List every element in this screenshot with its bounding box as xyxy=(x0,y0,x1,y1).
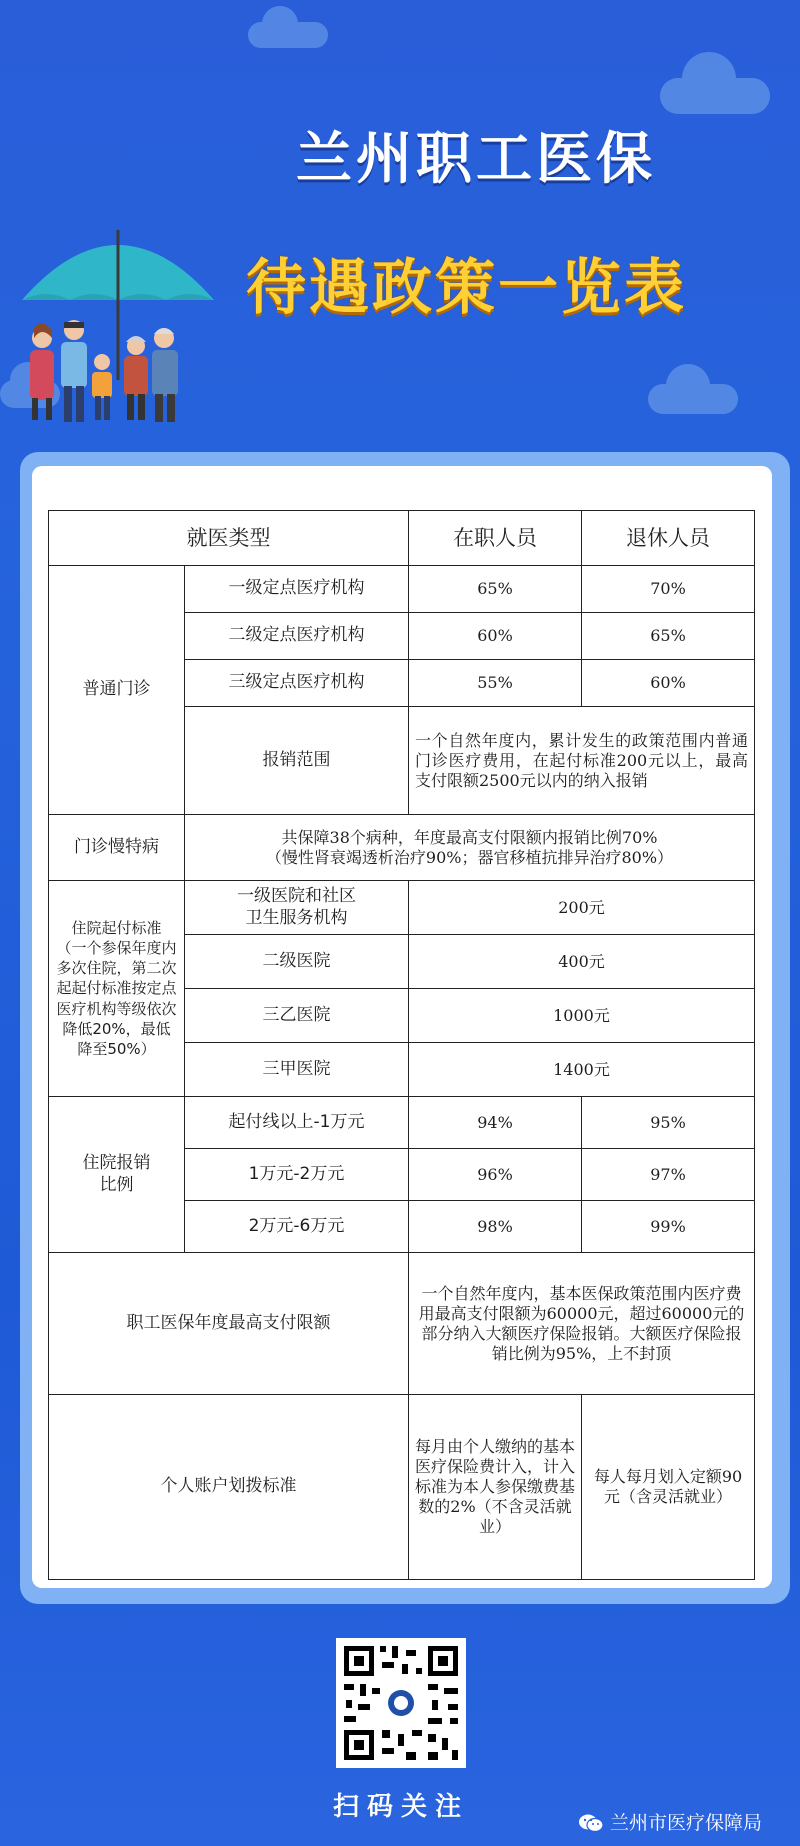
annual-limit-text: 一个自然年度内，基本医保政策范围内医疗费用最高支付限额为60000元，超过60000元的部分纳入大额医疗保险报销。大额医疗保险报销比例为95%，上不封顶 xyxy=(409,1253,755,1395)
retired-rate: 95% xyxy=(582,1097,755,1149)
retired-rate: 70% xyxy=(582,566,755,613)
level-cell: 三乙医院 xyxy=(185,989,409,1043)
table-row xyxy=(49,1097,755,1149)
table-row xyxy=(49,1395,755,1580)
cloud-decoration xyxy=(248,22,328,48)
scope-label: 报销范围 xyxy=(185,707,409,815)
employed-rate: 60% xyxy=(409,613,582,660)
chronic-line-1: 共保障38个病种，年度最高支付限额内报销比例70% xyxy=(281,827,658,847)
qr-code-icon xyxy=(336,1638,466,1768)
deductible-amount: 400元 xyxy=(409,935,755,989)
footer-account xyxy=(578,1808,794,1838)
retired-rate: 65% xyxy=(582,613,755,660)
category-chronic: 门诊慢特病 xyxy=(49,815,185,881)
level-cell: 二级定点医疗机构 xyxy=(185,613,409,660)
employed-rate: 55% xyxy=(409,660,582,707)
header-retired: 退休人员 xyxy=(582,511,755,566)
level-cell: 一级医院和社区 卫生服务机构 xyxy=(185,881,409,935)
level-cell: 三甲医院 xyxy=(185,1043,409,1097)
chronic-line-2: （慢性肾衰竭透析治疗90%；器官移植抗排异治疗80%） xyxy=(265,847,674,867)
category-outpatient: 普通门诊 xyxy=(49,566,185,815)
employed-rate: 96% xyxy=(409,1149,582,1201)
account-name: 兰州市医疗保障局 xyxy=(610,1812,763,1834)
range-cell: 起付线以上-1万元 xyxy=(185,1097,409,1149)
qr-caption: 扫码关注 xyxy=(332,1792,469,1822)
table-row xyxy=(49,815,755,881)
personal-account-label: 个人账户划拨标准 xyxy=(49,1395,409,1580)
wechat-icon xyxy=(578,1813,604,1833)
cloud-decoration xyxy=(660,78,770,114)
header-employed: 在职人员 xyxy=(409,511,582,566)
level-cell: 三级定点医疗机构 xyxy=(185,660,409,707)
category-reimbursement: 住院报销 比例 xyxy=(49,1097,185,1253)
category-deductible: 住院起付标准 （一个参保年度内多次住院，第二次起起付标准按定点医疗机构等级依次降低20%，最低降至50%） xyxy=(49,881,185,1097)
employed-rate: 94% xyxy=(409,1097,582,1149)
header-type: 就医类型 xyxy=(49,511,409,566)
cloud-decoration xyxy=(648,384,738,414)
personal-account-employed: 每月由个人缴纳的基本医疗保险费计入，计入标准为本人参保缴费基数的2%（不含灵活就业） xyxy=(409,1395,582,1580)
range-cell: 2万元-6万元 xyxy=(185,1201,409,1253)
retired-rate: 99% xyxy=(582,1201,755,1253)
table-row xyxy=(49,566,755,613)
annual-limit-label: 职工医保年度最高支付限额 xyxy=(49,1253,409,1395)
personal-account-retired: 每人每月划入定额90元（含灵活就业） xyxy=(582,1395,755,1580)
scope-text: 一个自然年度内，累计发生的政策范围内普通门诊医疗费用，在起付标准200元以上，最高支付限额2500元以内的纳入报销 xyxy=(409,707,755,815)
range-cell: 1万元-2万元 xyxy=(185,1149,409,1201)
employed-rate: 65% xyxy=(409,566,582,613)
deductible-amount: 1000元 xyxy=(409,989,755,1043)
chronic-text xyxy=(185,815,755,881)
table-row xyxy=(49,1253,755,1395)
retired-rate: 60% xyxy=(582,660,755,707)
policy-table xyxy=(48,510,755,1580)
table-row xyxy=(49,881,755,935)
table-header-row xyxy=(49,511,755,566)
deductible-amount: 200元 xyxy=(409,881,755,935)
level-cell: 二级医院 xyxy=(185,935,409,989)
retired-rate: 97% xyxy=(582,1149,755,1201)
employed-rate: 98% xyxy=(409,1201,582,1253)
level-cell: 一级定点医疗机构 xyxy=(185,566,409,613)
deductible-amount: 1400元 xyxy=(409,1043,755,1097)
qr-code[interactable] xyxy=(336,1638,466,1768)
page-subtitle: 待遇政策一览表 xyxy=(246,253,687,323)
page-title: 兰州职工医保 xyxy=(296,127,656,192)
family-umbrella-illustration xyxy=(18,210,238,440)
